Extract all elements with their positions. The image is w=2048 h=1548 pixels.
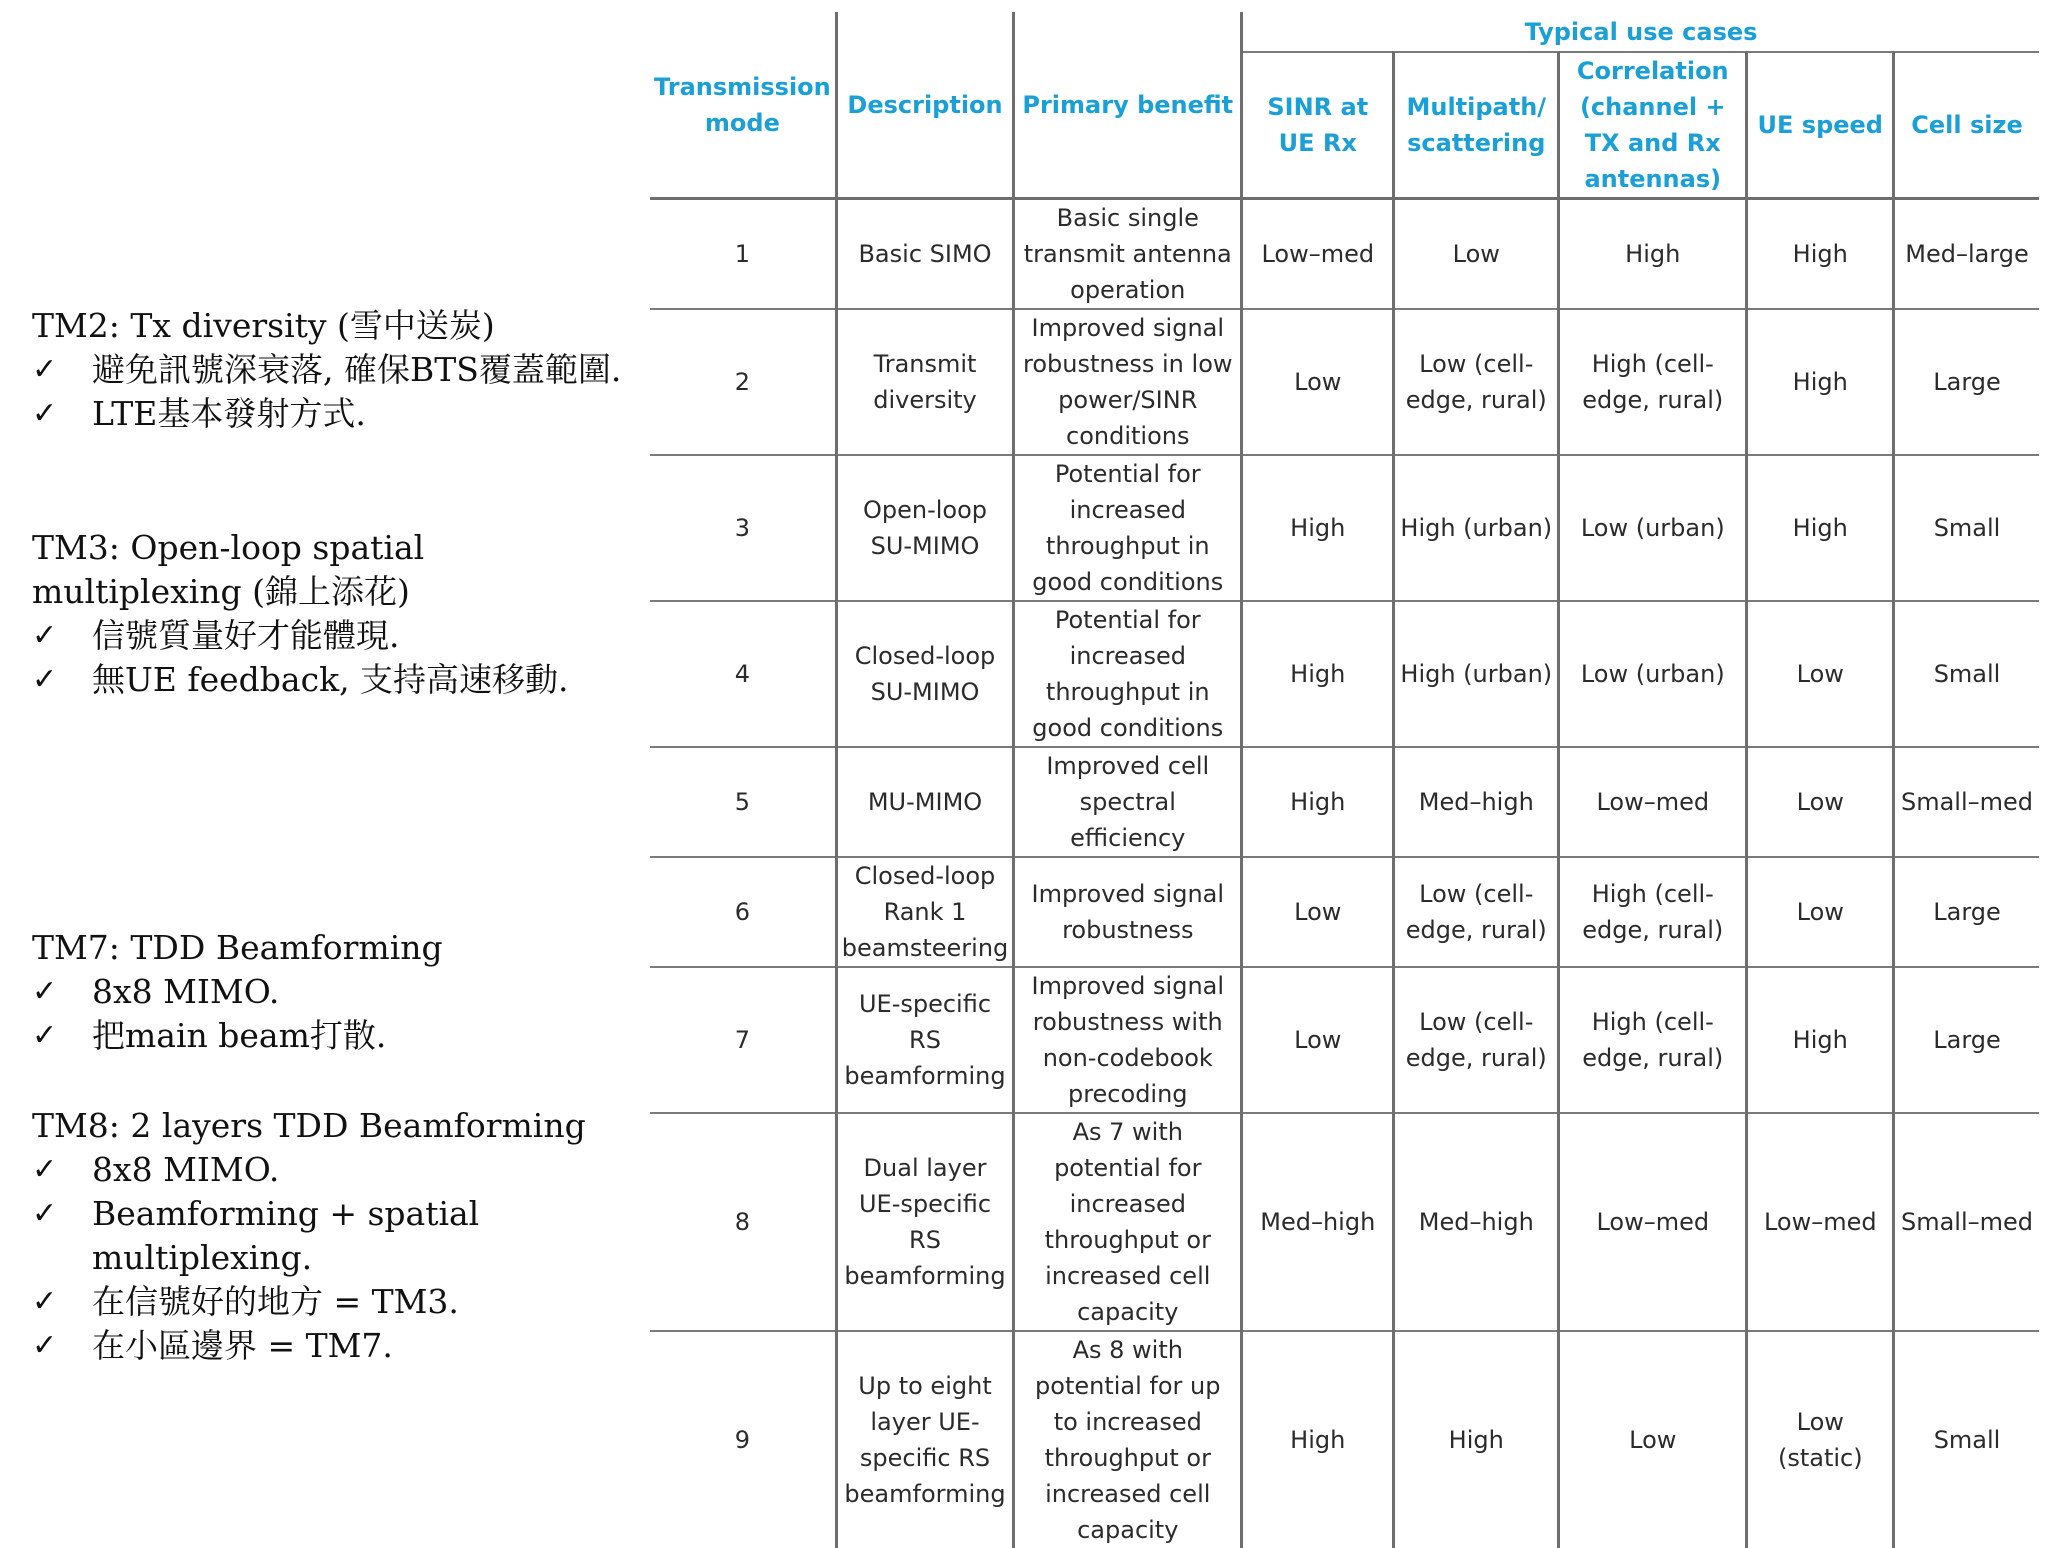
- cell-ue-speed: Low–med: [1747, 1113, 1894, 1331]
- table-row: [650, 747, 2039, 857]
- note-item-text: 在信號好的地方 = TM3.: [92, 1282, 459, 1321]
- cell-correlation: High: [1559, 199, 1747, 310]
- cell-multipath: Med–high: [1394, 747, 1559, 857]
- cell-cell-size: Small: [1894, 1331, 2039, 1548]
- cell-description: Closed-loop Rank 1 beamsteering: [836, 857, 1014, 967]
- cell-cell-size: Small–med: [1894, 747, 2039, 857]
- cell-mode: 1: [650, 199, 836, 310]
- cell-benefit: Potential for increased throughput in good conditions: [1014, 455, 1242, 601]
- cell-multipath: High (urban): [1394, 601, 1559, 747]
- note-title: TM3: Open-loop spatial multiplexing (錦上添花): [32, 528, 425, 611]
- cell-cell-size: Small: [1894, 601, 2039, 747]
- cell-correlation: High (cell-edge, rural): [1559, 967, 1747, 1113]
- cell-multipath: Med–high: [1394, 1113, 1559, 1331]
- cell-correlation: High (cell-edge, rural): [1559, 309, 1747, 455]
- note-item: [32, 1324, 632, 1368]
- cell-multipath: Low: [1394, 199, 1559, 310]
- cell-ue-speed: High: [1747, 967, 1894, 1113]
- cell-sinr: Low–med: [1242, 199, 1394, 310]
- note-item-text: 無UE feedback, 支持高速移動.: [92, 660, 569, 699]
- note-item-text: Beamforming + spatial multiplexing.: [92, 1194, 480, 1277]
- cell-sinr: High: [1242, 455, 1394, 601]
- checkmark-icon: ✓: [32, 662, 58, 697]
- note-tm3: [32, 526, 632, 702]
- note-item: [32, 658, 632, 702]
- cell-correlation: Low (urban): [1559, 455, 1747, 601]
- table-row: [650, 1331, 2039, 1548]
- cell-ue-speed: Low: [1747, 747, 1894, 857]
- cell-description: MU-MIMO: [836, 747, 1014, 857]
- cell-mode: 9: [734, 1426, 751, 1454]
- cell-sinr: Low: [1242, 857, 1394, 967]
- header-cell-size: Cell size: [1894, 52, 2039, 199]
- cell-benefit: Improved signal robustness with non-codebook precoding: [1014, 967, 1242, 1113]
- transmission-mode-table: [650, 12, 2039, 1548]
- note-item: [32, 1148, 632, 1192]
- note-item-text: LTE基本發射方式.: [92, 394, 366, 433]
- checkmark-icon: ✓: [32, 396, 58, 431]
- checkmark-icon: ✓: [32, 1284, 58, 1319]
- note-tm7: [32, 926, 632, 1058]
- note-item-text: 8x8 MIMO.: [92, 1150, 280, 1189]
- note-item: [32, 348, 632, 392]
- cell-cell-size: Med–large: [1894, 199, 2039, 310]
- header-transmission-mode: Transmission mode: [650, 12, 836, 199]
- cell-multipath: High (urban): [1394, 455, 1559, 601]
- checkmark-icon: ✓: [32, 1018, 58, 1053]
- cell-sinr: Low: [1242, 309, 1394, 455]
- cell-sinr: High: [1242, 601, 1394, 747]
- cell-multipath: Low (cell-edge, rural): [1394, 857, 1559, 967]
- table-row: [650, 455, 2039, 601]
- note-item-text: 8x8 MIMO.: [92, 972, 280, 1011]
- cell-description: Basic SIMO: [836, 199, 1014, 310]
- cell-sinr: Low: [1242, 967, 1394, 1113]
- cell-mode: 8: [650, 1113, 836, 1331]
- cell-mode: 4: [650, 601, 836, 747]
- cell-correlation: High (cell-edge, rural): [1559, 857, 1747, 967]
- cell-correlation: Low–med: [1559, 1113, 1747, 1331]
- cell-mode: 3: [650, 455, 836, 601]
- note-item: [32, 1192, 632, 1280]
- checkmark-icon: ✓: [32, 618, 58, 653]
- note-item-text: 在小區邊界 = TM7.: [92, 1326, 393, 1365]
- cell-cell-size: Large: [1894, 309, 2039, 455]
- table-row: [650, 601, 2039, 747]
- cell-mode: 2: [650, 309, 836, 455]
- header-correlation: Correlation (channel + TX and Rx antennas): [1559, 52, 1747, 199]
- cell-correlation: Low–med: [1559, 747, 1747, 857]
- cell-correlation: Low: [1559, 1331, 1747, 1548]
- table-row: [650, 199, 2039, 310]
- note-item: [32, 1280, 632, 1324]
- cell-multipath: Low (cell-edge, rural): [1394, 967, 1559, 1113]
- cell-multipath: Low (cell-edge, rural): [1394, 309, 1559, 455]
- cell-benefit: As 7 with potential for increased throughput or increased cell capacity: [1014, 1113, 1242, 1331]
- cell-ue-speed: High: [1747, 309, 1894, 455]
- note-title: TM2: Tx diversity (雪中送炭): [32, 306, 495, 345]
- cell-benefit: Improved cell spectral efficiency: [1014, 747, 1242, 857]
- cell-description: UE-specific RS beamforming: [836, 967, 1014, 1113]
- header-description: Description: [836, 12, 1014, 199]
- table-row: [650, 857, 2039, 967]
- header-ue-speed: UE speed: [1747, 52, 1894, 199]
- note-item-text: 把main beam打散.: [92, 1016, 387, 1055]
- note-tm8: [32, 1104, 632, 1368]
- cell-benefit: Potential for increased throughput in good conditions: [1014, 601, 1242, 747]
- table-row: [650, 1113, 2039, 1331]
- cell-description: Up to eight layer UE-specific RS beamforming: [836, 1331, 1014, 1548]
- cell-benefit: Improved signal robustness in low power/SINR conditions: [1014, 309, 1242, 455]
- cell-ue-speed: Low: [1747, 857, 1894, 967]
- cell-ue-speed: High: [1747, 455, 1894, 601]
- cell-cell-size: Large: [1894, 967, 2039, 1113]
- note-tm2: [32, 304, 632, 436]
- cell-correlation: Low (urban): [1559, 601, 1747, 747]
- checkmark-icon: ✓: [32, 1328, 58, 1363]
- note-item: [32, 970, 632, 1014]
- header-typical-use-cases: Typical use cases: [1242, 12, 2039, 52]
- note-item: [32, 1014, 632, 1058]
- cell-sinr: Med–high: [1242, 1113, 1394, 1331]
- checkmark-icon: ✓: [32, 1152, 58, 1187]
- cell-description: Transmit diversity: [836, 309, 1014, 455]
- cell-benefit: Basic single transmit antenna operation: [1014, 199, 1242, 310]
- table-row: [650, 309, 2039, 455]
- note-item: [32, 614, 632, 658]
- cell-ue-speed: High: [1747, 199, 1894, 310]
- checkmark-icon: ✓: [32, 974, 58, 1009]
- cell-mode: 6: [650, 857, 836, 967]
- note-title: TM7: TDD Beamforming: [32, 928, 443, 967]
- cell-sinr: High: [1242, 1331, 1394, 1548]
- header-sinr: SINR at UE Rx: [1242, 52, 1394, 199]
- checkmark-icon: ✓: [32, 352, 58, 387]
- note-title: TM8: 2 layers TDD Beamforming: [32, 1106, 586, 1145]
- cell-benefit: As 8 with potential for up to increased throughput or increased cell capacity: [1014, 1331, 1242, 1548]
- cell-description: Closed-loop SU-MIMO: [836, 601, 1014, 747]
- note-item-text: 信號質量好才能體現.: [92, 616, 400, 655]
- cell-sinr: High: [1242, 747, 1394, 857]
- cell-ue-speed: Low (static): [1747, 1331, 1894, 1548]
- checkmark-icon: ✓: [32, 1196, 58, 1231]
- cell-mode: 7: [650, 967, 836, 1113]
- header-multipath: Multipath/ scattering: [1394, 52, 1559, 199]
- cell-description: Open-loop SU-MIMO: [836, 455, 1014, 601]
- cell-mode: 5: [650, 747, 836, 857]
- table-row: [650, 967, 2039, 1113]
- note-item: [32, 392, 632, 436]
- note-item-text: 避免訊號深衰落, 確保BTS覆蓋範圍.: [92, 350, 622, 389]
- cell-ue-speed: Low: [1747, 601, 1894, 747]
- cell-benefit: Improved signal robustness: [1014, 857, 1242, 967]
- cell-cell-size: Small–med: [1894, 1113, 2039, 1331]
- cell-multipath: High: [1394, 1331, 1559, 1548]
- cell-description: Dual layer UE-specific RS beamforming: [836, 1113, 1014, 1331]
- cell-cell-size: Small: [1894, 455, 2039, 601]
- header-primary-benefit: Primary benefit: [1014, 12, 1242, 199]
- cell-cell-size: Large: [1894, 857, 2039, 967]
